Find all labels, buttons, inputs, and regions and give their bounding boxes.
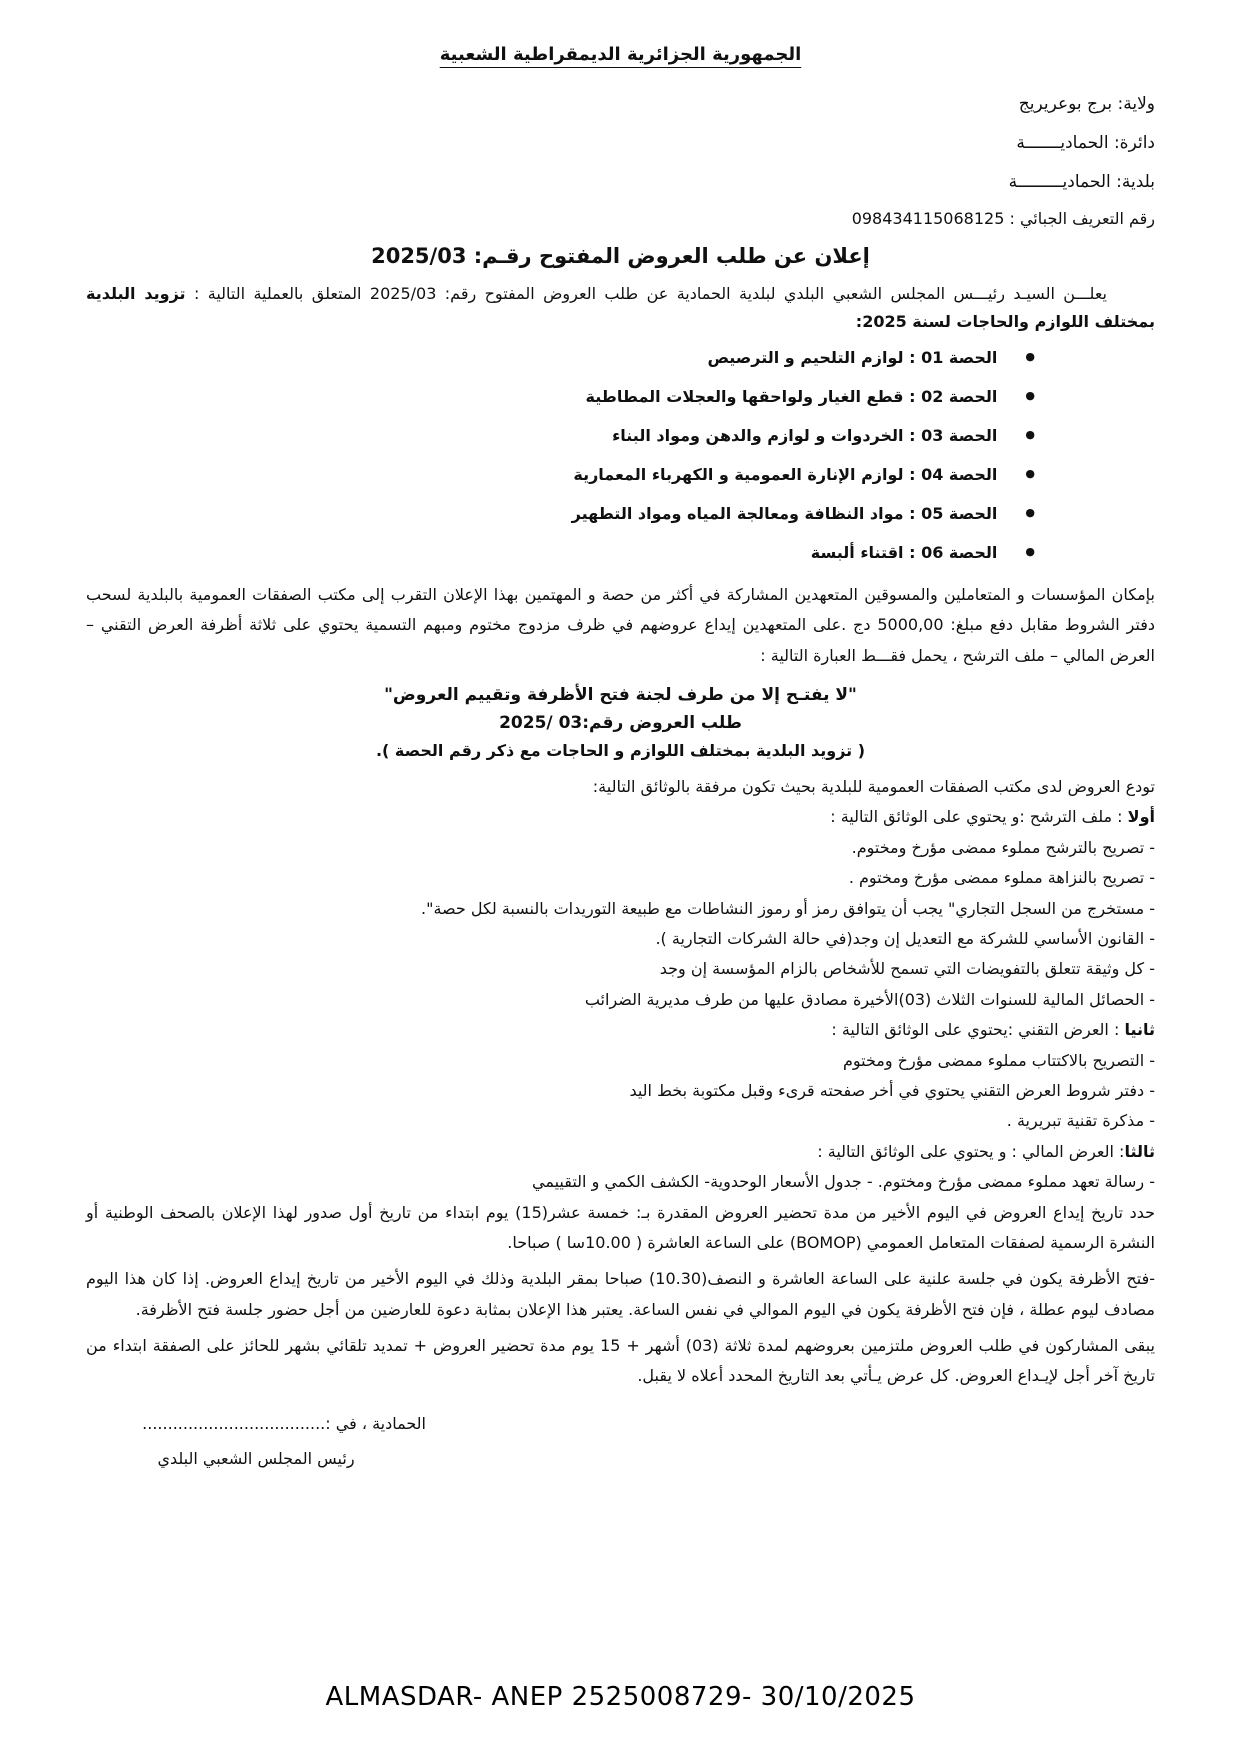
envelope-phrase: "لا يفتـح إلا من طرف لجنة فتح الأظرفة وتقييم العروض" xyxy=(384,685,857,706)
tender-subject: ( تزويد البلدية بمختلف اللوازم و الحاجات مع ذكر رقم الحصة ). xyxy=(375,741,866,761)
lots-list xyxy=(86,346,1155,565)
lot-item: ● الحصة 05 : مواد النظافة ومعالجة المياه ومواد التطهير xyxy=(86,502,1035,526)
deadline-paragraph: حدد تاريخ إيداع العروض في اليوم الأخير من مدة تحضير العروض المقدرة بـ: خمسة عشر(15) يوم ابتداء من تاريخ أول صدور لهذا الإعلان بالصحف الوطنية أو النشرة الرسمية لصفقات المتعامل العمومي (BOMOP) على الساعة العاشرة ( 10.00سا ) صباحا. xyxy=(86,1202,1155,1252)
tax-id-line: رقم التعريف الجبائي : 098434115068125 xyxy=(851,209,1155,229)
announcement-title: إعلان عن طلب العروض المفتوح رقـم: 2025/03 xyxy=(371,243,870,268)
lot-item: ● الحصة 02 : قطع الغيار ولواحقها والعجلات المطاطية xyxy=(86,385,1035,409)
section-financial-label: ثالثا xyxy=(1124,1141,1155,1161)
candidature-item: - القانون الأساسي للشركة مع التعديل إن وجد(في حالة الشركات التجارية ). xyxy=(655,929,1155,948)
tender-reference: طلب العروض رقم:03 /2025 xyxy=(499,713,742,734)
intro-text: يعلـــن السيـد رئيـــس المجلس الشعبي البلدي لبلدية الحمادية عن طلب العروض المفتوح رقم: 2025/03 المتعلق بالعملية التالية : xyxy=(185,283,1107,303)
anep-footer: ALMASDAR- ANEP 2525008729- 30/10/2025 xyxy=(325,1682,916,1712)
admin-info-block xyxy=(86,85,1155,236)
intro-paragraph xyxy=(86,280,1155,336)
candidature-item: - تصريح بالنزاهة مملوء ممضى مؤرخ ومختوم . xyxy=(848,868,1155,888)
technical-item: - مذكرة تقنية تبريرية . xyxy=(1006,1111,1155,1131)
technical-item: - دفتر شروط العرض التقني يحتوي في أخر صفحته قرىء وقبل مكتوبة بخط اليد xyxy=(629,1080,1155,1100)
financial-item: - رسالة تعهد مملوء ممضى مؤرخ ومختوم. - جدول الأسعار الوحدوية- الكشف الكمي و التقييمي xyxy=(532,1172,1155,1192)
wilaya-line: ولاية: برج بوعريريج xyxy=(1018,94,1155,114)
participation-paragraph: بإمكان المؤسسات و المتعاملين والمسوقين المتعهدين المشاركة في أكثر من حصة و المهتمين بهذا الإعلان التقرب إلى مكتب الصفقات العمومية بالبلدية لسحب دفتر الشروط مقابل دفع مبلغ: 5000,00 دج .على المتعهدين إيداع عروضهم في ظرف مزدوج مختوم ومبهم التسمية يحتوي على ثلاثة أظرفة العرض التقني – العرض المالي – ملف الترشح ، يحمل فقـــط العبارة التالية : xyxy=(86,584,1155,665)
technical-item: - التصريح بالاكتتاب مملوء ممضى مؤرخ ومختوم xyxy=(842,1050,1155,1070)
lot-item: ● الحصة 06 : اقتناء ألبسة xyxy=(86,541,1035,565)
signature-place-date: الحمادية ، في :.................................... xyxy=(142,1413,426,1433)
opening-paragraph: -فتح الأظرفة يكون في جلسة علنية على الساعة العاشرة و النصف(10.30) صباحا بمقر البلدية وذلك في اليوم الأخير من تاريخ إيداع العروض. إذا كان هذا اليوم مصادف ليوم عطلة ، فإن فتح الأظرفة يكون في اليوم الموالي في نفس الساعة. يعتبر هذا الإعلان بمثابة دعوة للعارضين من أجل حضور جلسة فتح الأظرفة. xyxy=(86,1269,1155,1319)
candidature-item: - تصريح بالترشح مملوء ممضى مؤرخ ومختوم. xyxy=(851,837,1155,857)
section-technical-label: ثانيا xyxy=(1124,1020,1155,1040)
operation-name: تزويد البلدية بمختلف اللوازم والحاجات لسنة 2025: xyxy=(86,283,1155,331)
lot-item: ● الحصة 03 : الخردوات و لوازم والدهن ومواد البناء xyxy=(86,424,1035,448)
candidature-item: - مستخرج من السجل التجاري" يجب أن يتوافق رمز أو رموز النشاطات مع طبيعة التوريدات بالنسبة لكل حصة". xyxy=(421,898,1155,918)
deposit-intro: تودع العروض لدى مكتب الصفقات العمومية للبلدية بحيث تكون مرفقة بالوثائق التالية: xyxy=(592,777,1155,797)
candidature-item: - كل وثيقة تتعلق بالتفويضات التي تسمح للأشخاص بالزام المؤسسة إن وجد xyxy=(659,959,1155,979)
section-financial-rest: : العرض المالي : و يحتوي على الوثائق التالية : xyxy=(817,1141,1125,1161)
commitment-paragraph: يبقى المشاركون في طلب العروض ملتزمين بعروضهم لمدة ثلاثة (03) أشهر + 15 يوم مدة تحضير العروض + تمديد تلقائي بشهر للحائز على الصفقة ابتداء من تاريخ آخر أجل لإيـداع العروض. كل عرض يـأتي بعد التاريخ المحدد أعلاه لا يقبل. xyxy=(86,1336,1156,1386)
section-candidature-heading xyxy=(86,802,1155,832)
section-technical-rest: : العرض التقني :يحتوي على الوثائق التالية : xyxy=(831,1020,1125,1040)
country-title: الجمهورية الجزائرية الديمقراطية الشعبية xyxy=(439,44,802,65)
lot-item: ● الحصة 01 : لوازم التلحيم و الترصيص xyxy=(86,346,1035,370)
section-financial-heading xyxy=(86,1137,1155,1167)
candidature-item: - الحصائل المالية للسنوات الثلاث (03)الأخيرة مصادق عليها من طرف مديرية الضرائب xyxy=(584,989,1155,1009)
section-candidature-rest: : ملف الترشح :و يحتوي على الوثائق التالية : xyxy=(830,807,1128,827)
daira-line: دائرة: الحماديـــــــة xyxy=(1016,133,1155,154)
signature-block xyxy=(86,1410,426,1474)
lot-item: ● الحصة 04 : لوازم الإنارة العمومية و الكهرباء المعمارية xyxy=(86,463,1035,487)
section-technical-heading xyxy=(86,1015,1155,1045)
section-candidature-label: أولا xyxy=(1127,807,1155,827)
commune-line: بلدية: الحماديـــــــــة xyxy=(1008,172,1155,193)
signatory-title: رئيس المجلس الشعبي البلدي xyxy=(157,1448,355,1468)
